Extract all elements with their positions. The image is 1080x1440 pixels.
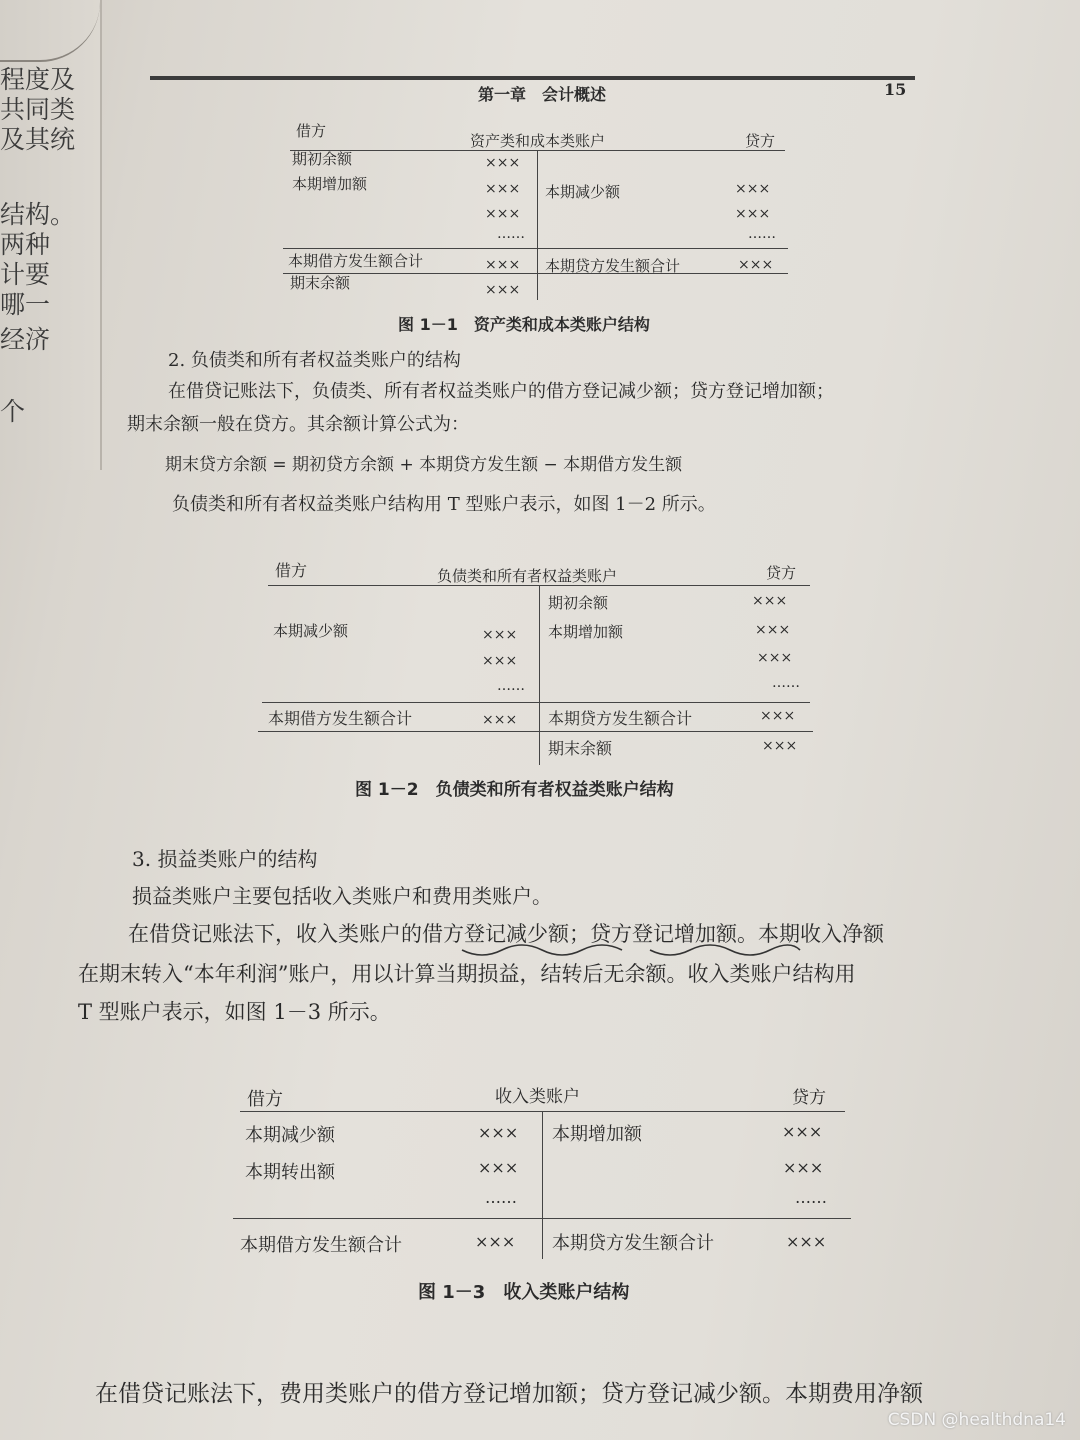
paragraph: 损益类账户主要包括收入类账户和费用类账户。 bbox=[132, 884, 552, 908]
prev-page-line: 哪一 bbox=[0, 290, 51, 319]
prev-page-line: 两种 bbox=[0, 230, 51, 259]
figure-caption: 图 1－2 负债类和所有者权益类账户结构 bbox=[355, 780, 674, 800]
amount-placeholder: ××× bbox=[755, 622, 791, 638]
amount-placeholder: ××× bbox=[757, 650, 793, 666]
paragraph: 负债类和所有者权益类账户结构用 T 型账户表示，如图 1－2 所示。 bbox=[172, 494, 716, 515]
amount-placeholder: ××× bbox=[783, 1158, 824, 1177]
account-title: 资产类和成本类账户 bbox=[470, 132, 606, 150]
amount-placeholder: ××× bbox=[752, 593, 788, 609]
account-title: 负债类和所有者权益类账户 bbox=[437, 567, 618, 585]
account-title: 收入类账户 bbox=[495, 1087, 580, 1107]
section-heading: 3. 损益类账户的结构 bbox=[132, 847, 318, 871]
t-total-line bbox=[233, 1218, 851, 1219]
t-vertical-line bbox=[539, 585, 540, 765]
prev-page-line: 程度及 bbox=[0, 65, 76, 94]
prev-page-line: 共同类 bbox=[0, 95, 76, 124]
t-vertical-line bbox=[537, 150, 538, 300]
amount-placeholder: ××× bbox=[482, 712, 518, 728]
paragraph: 在借贷记账法下，收入类账户的借方登记减少额；贷方登记增加额。本期收入净额 bbox=[128, 922, 884, 946]
amount-placeholder: ××× bbox=[478, 1123, 519, 1142]
paragraph: 在借贷记账法下，负债类、所有者权益类账户的借方登记减少额；贷方登记增加额； bbox=[168, 381, 834, 402]
row-label: 期末余额 bbox=[548, 739, 613, 758]
total-label: 本期借方发生额合计 bbox=[288, 252, 424, 270]
amount-placeholder: ××× bbox=[485, 181, 521, 197]
t-vertical-line bbox=[542, 1111, 543, 1259]
prev-page-line: 计要 bbox=[0, 260, 51, 289]
row-label: 本期转出额 bbox=[245, 1162, 335, 1183]
total-label: 本期贷方发生额合计 bbox=[548, 709, 693, 728]
paragraph: T 型账户表示，如图 1－3 所示。 bbox=[78, 1000, 391, 1024]
t-balance-line bbox=[258, 731, 813, 732]
amount-placeholder: ××× bbox=[735, 181, 771, 197]
row-label: 本期增加额 bbox=[292, 175, 368, 193]
debit-label: 借方 bbox=[275, 561, 308, 580]
row-label: 期初余额 bbox=[292, 150, 353, 168]
t-total-line bbox=[262, 702, 810, 703]
amount-placeholder: ××× bbox=[738, 257, 774, 273]
figure-caption: 图 1－3 收入类账户结构 bbox=[418, 1282, 630, 1303]
row-label: 期末余额 bbox=[290, 274, 351, 292]
prev-page-line: 结构。 bbox=[0, 200, 76, 229]
amount-placeholder: ××× bbox=[482, 627, 518, 643]
amount-placeholder: ××× bbox=[760, 708, 796, 724]
amount-placeholder: ××× bbox=[485, 282, 521, 298]
paragraph: 在借贷记账法下，费用类账户的借方登记增加额；贷方登记减少额。本期费用净额 bbox=[95, 1381, 923, 1407]
ellipsis: …… bbox=[748, 226, 776, 242]
chapter-title: 第一章 会计概述 bbox=[478, 85, 607, 104]
row-label: 本期增加额 bbox=[552, 1124, 642, 1145]
amount-placeholder: ××× bbox=[478, 1158, 519, 1177]
ellipsis: …… bbox=[485, 1188, 517, 1207]
section-heading: 2. 负债类和所有者权益类账户的结构 bbox=[168, 350, 461, 371]
debit-label: 借方 bbox=[296, 122, 327, 140]
amount-placeholder: ××× bbox=[475, 1232, 516, 1251]
paragraph: 在期末转入“本年利润”账户，用以计算当期损益，结转后无余额。收入类账户结构用 bbox=[78, 962, 856, 986]
ellipsis: …… bbox=[795, 1188, 827, 1207]
debit-label: 借方 bbox=[247, 1089, 283, 1110]
prev-page-line: 经济 bbox=[0, 325, 51, 354]
formula: 期末贷方余额 = 期初贷方余额 + 本期贷方发生额 − 本期借方发生额 bbox=[165, 455, 683, 475]
row-label: 本期减少额 bbox=[245, 1125, 335, 1146]
prev-page-line: 及其统 bbox=[0, 125, 76, 154]
row-label: 本期减少额 bbox=[273, 622, 349, 640]
ellipsis: …… bbox=[772, 675, 800, 691]
amount-placeholder: ××× bbox=[735, 206, 771, 222]
ellipsis: …… bbox=[497, 226, 525, 242]
total-label: 本期贷方发生额合计 bbox=[545, 257, 681, 275]
paragraph: 期末余额一般在贷方。其余额计算公式为： bbox=[127, 414, 469, 435]
page-number: 15 bbox=[884, 80, 907, 99]
credit-label: 贷方 bbox=[745, 132, 776, 150]
amount-placeholder: ××× bbox=[485, 155, 521, 171]
amount-placeholder: ××× bbox=[485, 257, 521, 273]
amount-placeholder: ××× bbox=[762, 738, 798, 754]
t-total-line bbox=[283, 248, 788, 249]
row-label: 期初余额 bbox=[548, 594, 609, 612]
amount-placeholder: ××× bbox=[482, 653, 518, 669]
figure-caption: 图 1－1 资产类和成本类账户结构 bbox=[398, 315, 650, 334]
t-balance-line bbox=[283, 273, 788, 274]
amount-placeholder: ××× bbox=[485, 206, 521, 222]
total-label: 本期借方发生额合计 bbox=[240, 1235, 402, 1256]
total-label: 本期借方发生额合计 bbox=[268, 709, 413, 728]
ellipsis: …… bbox=[497, 678, 525, 694]
watermark: CSDN @healthdna14 bbox=[887, 1410, 1066, 1430]
amount-placeholder: ××× bbox=[786, 1232, 827, 1251]
row-label: 本期增加额 bbox=[548, 623, 624, 641]
total-label: 本期贷方发生额合计 bbox=[552, 1233, 714, 1254]
credit-label: 贷方 bbox=[792, 1088, 826, 1108]
row-label: 本期减少额 bbox=[545, 183, 621, 201]
credit-label: 贷方 bbox=[766, 564, 797, 582]
prev-page-line: 个 bbox=[0, 397, 26, 426]
amount-placeholder: ××× bbox=[782, 1122, 823, 1141]
